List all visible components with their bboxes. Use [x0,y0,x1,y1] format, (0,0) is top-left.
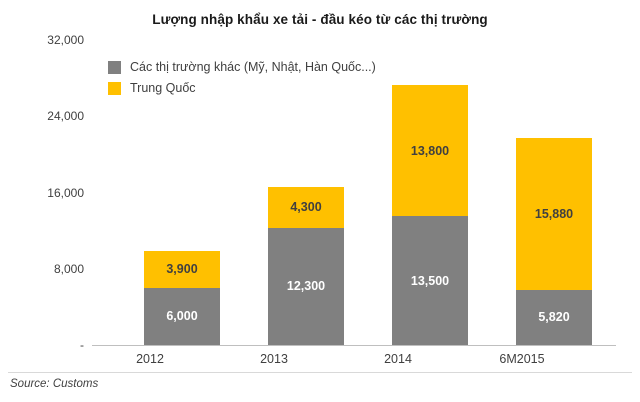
bar-segment-china-2013[interactable] [268,187,344,228]
y-axis-tick-label: 16,000 [47,185,84,200]
bar-value-label: 13,500 [410,273,450,288]
bar-value-label: 4,300 [290,200,322,215]
bar-value-label: 15,880 [534,206,574,221]
source-note: Source: Customs [10,378,99,390]
bar-group-2014[interactable] [392,85,468,345]
x-axis-line [92,345,616,346]
bar-group-2013[interactable] [268,187,344,345]
x-axis-label-2013: 2013 [260,352,288,366]
bar-value-label: 3,900 [166,262,198,277]
x-axis-label-2014: 2014 [384,352,412,366]
plot-area [92,40,616,345]
bar-segment-other-6m2015[interactable] [516,290,592,346]
legend-label: Các thị trường khác (Mỹ, Nhật, Hàn Quốc...) [130,60,376,74]
y-axis-tick-label: 24,000 [47,109,84,124]
y-axis-tick-label: - [80,338,84,352]
bar-group-6m2015[interactable] [516,138,592,345]
bar-segment-other-2012[interactable] [144,288,220,345]
bar-segment-china-2014[interactable] [392,85,468,217]
y-axis-tick-label: 8,000 [53,261,84,276]
x-axis-label-6m2015: 6M2015 [499,352,545,366]
x-axis-label-2012: 2012 [136,352,164,366]
bar-segment-other-2013[interactable] [268,228,344,345]
bar-segment-other-2014[interactable] [392,216,468,345]
legend-label: Trung Quốc [130,81,196,95]
bar-value-label: 12,300 [286,279,326,294]
bar-value-label: 13,800 [410,143,450,158]
bar-value-label: 5,820 [538,310,570,325]
y-axis-tick-label: 32,000 [47,33,84,47]
bar-value-label: 6,000 [166,309,198,324]
bar-segment-china-6m2015[interactable] [516,138,592,289]
bar-group-2012[interactable] [144,251,220,345]
chart-title: Lượng nhập khẩu xe tải - đầu kéo từ các thị trường [152,12,488,27]
footer-divider [8,372,632,373]
bar-segment-china-2012[interactable] [144,251,220,288]
